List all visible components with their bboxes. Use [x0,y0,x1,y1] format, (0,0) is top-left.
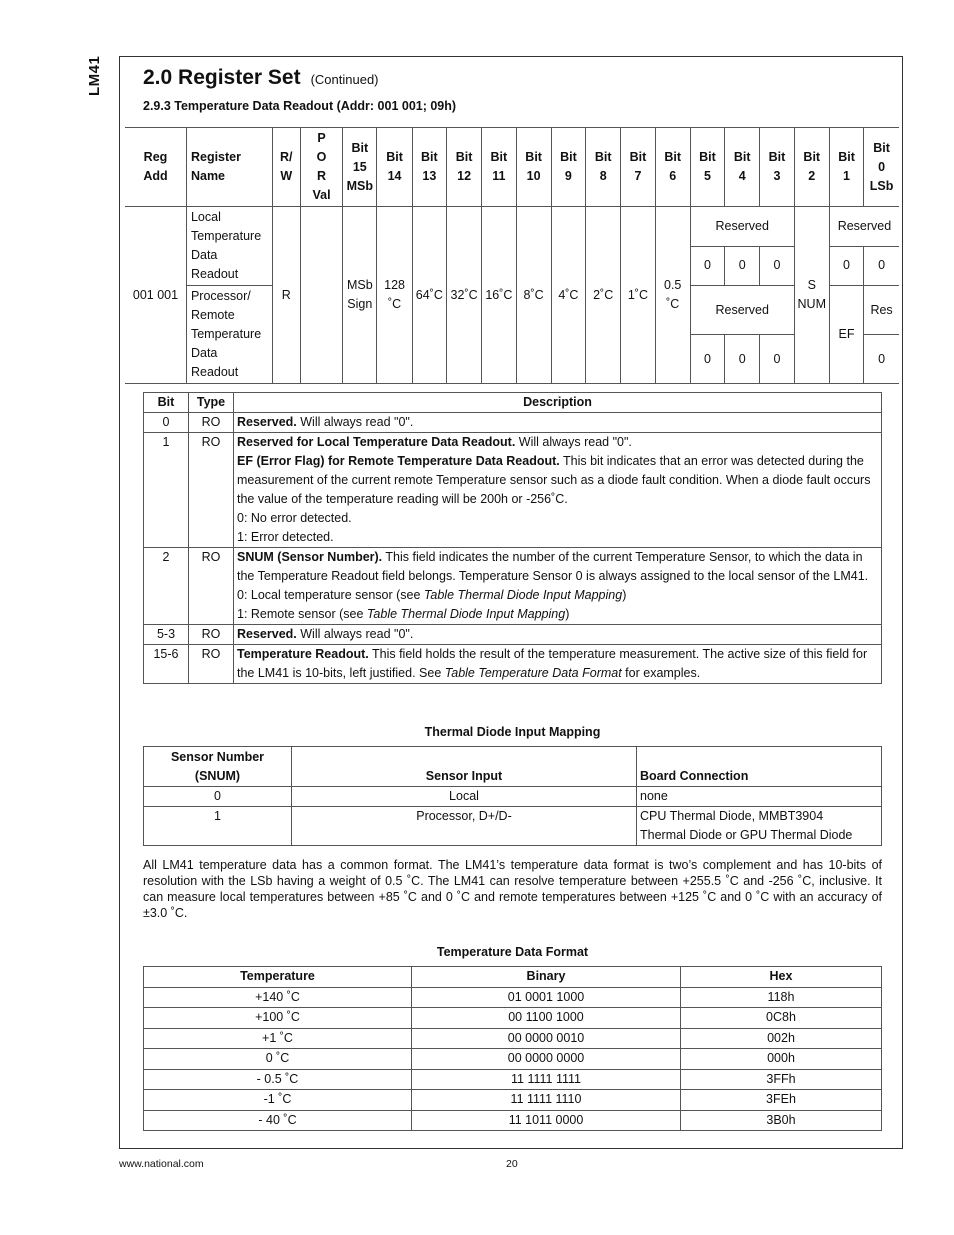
mapping-caption: Thermal Diode Input Mapping [424,725,601,739]
format-hex: 118h [681,987,882,1008]
desc-type: RO [189,625,234,645]
desc-bit: 1 [144,433,189,548]
bit-13-cell: 64˚C [412,207,446,384]
mapping-snum: 0 [144,787,292,807]
format-binary: 11 1111 1110 [412,1090,681,1111]
header-bit-6: Bit 6 [655,128,690,207]
header-bit-12: Bit 12 [446,128,481,207]
register-name-local: Local Temperature Data Readout [186,207,272,286]
section-title: 2.9.3 Temperature Data Readout (Addr: 001 001; 09h) [143,99,457,113]
bit-12-cell: 32˚C [446,207,481,384]
bit-8-cell: 2˚C [586,207,621,384]
format-hex: 3FFh [681,1069,882,1090]
header-register-name: Register Name [186,128,272,207]
header-bit-13: Bit 13 [412,128,446,207]
format-header-hex: Hex [681,967,882,988]
desc-text: Reserved for Local Temperature Data Readout. Will always read "0". EF (Error Flag) for Remote Temperature Data Readout. This bit indicates that an error was detected during the measurement of the current remote Temperature sensor such as a diode fault condition. When a diode fault occurs the value of the temperature reading will be 200h or -256˚C. 0: No error detected. 1: Error detected. [234,433,882,548]
header-reg-add: Reg Add [125,128,186,207]
temperature-format-table [143,966,882,1131]
footer-website: www.national.com [119,1158,204,1170]
table-row [144,787,882,807]
bit-5-remote-value: 0 [690,335,724,384]
page-number: 20 [506,1158,518,1170]
mapping-header-row [144,747,882,787]
header-bit-15: Bit 15 MSb [343,128,377,207]
table-row [144,548,882,625]
mapping-header-input: Sensor Input [292,747,637,787]
format-temp: +100 ˚C [144,1008,412,1029]
header-bit-5: Bit 5 [690,128,724,207]
header-rw: R/ W [272,128,300,207]
bit-7-cell: 1˚C [621,207,655,384]
reserved-bits-1-0-local: Reserved [829,207,899,247]
desc-bit: 5-3 [144,625,189,645]
format-header-temperature: Temperature [144,967,412,988]
page-title: 2.0 Register Set [143,66,301,89]
desc-text: Temperature Readout. This field holds the result of the temperature measurement. The active size of this field for the LM41 is 10-bits, left justified. See Table Temperature Data Format for examples. [234,645,882,684]
header-bit-3: Bit 3 [760,128,794,207]
bit-1-local-value: 0 [829,246,863,286]
desc-text: Reserved. Will always read "0". [234,625,882,645]
format-binary: 00 0000 0000 [412,1049,681,1070]
header-bit-9: Bit 9 [551,128,585,207]
header-bit-7: Bit 7 [621,128,655,207]
mapping-input: Local [292,787,637,807]
bit-11-cell: 16˚C [482,207,516,384]
format-header-row [144,967,882,988]
format-binary: 11 1011 0000 [412,1110,681,1131]
bit-15-cell: MSb Sign [343,207,377,384]
desc-bit: 0 [144,413,189,433]
table-row [144,433,882,548]
format-hex: 3FEh [681,1090,882,1111]
bit-10-cell: 8˚C [516,207,551,384]
table-row [144,413,882,433]
desc-type: RO [189,413,234,433]
bit-5-local-value: 0 [690,246,724,286]
register-name-remote: Processor/ Remote Temperature Data Readout [186,286,272,384]
table-row [144,1069,882,1090]
bit-14-cell: 128 ˚C [377,207,412,384]
bit-9-cell: 4˚C [551,207,585,384]
header-bit-4: Bit 4 [725,128,760,207]
header-bit-2: Bit 2 [794,128,829,207]
mapping-header-snum: Sensor Number (SNUM) [144,747,292,787]
thermal-diode-mapping-table [143,746,882,846]
table-row [144,987,882,1008]
snum-cell: S NUM [794,207,829,384]
header-bit-10: Bit 10 [516,128,551,207]
table-row [144,1049,882,1070]
bit-description-table [143,392,882,684]
bit-0-remote-value: 0 [864,335,899,384]
desc-header-row [144,393,882,413]
bit-4-remote-value: 0 [725,335,760,384]
header-bit-0: Bit 0 LSb [864,128,899,207]
mapping-board: CPU Thermal Diode, MMBT3904 Thermal Diode or GPU Thermal Diode [637,807,882,846]
reg-add-cell: 001 001 [125,207,186,384]
bit-0-local-value: 0 [864,246,899,286]
format-temp: +1 ˚C [144,1028,412,1049]
desc-text: SNUM (Sensor Number). This field indicates the number of the current Temperature Sensor, to which the data in the Temperature Readout field belongs. Temperature Sensor 0 is always assigned to the local sensor of the LM41. 0: Local temperature sensor (see Table Thermal Diode Input Mapping) 1: Remote sensor (see Table Thermal Diode Input Mapping) [234,548,882,625]
desc-bit: 2 [144,548,189,625]
desc-type: RO [189,548,234,625]
format-temp: -1 ˚C [144,1090,412,1111]
header-bit-14: Bit 14 [377,128,412,207]
format-temp: - 0.5 ˚C [144,1069,412,1090]
table-row [144,1110,882,1131]
bit-6-cell: 0.5 ˚C [655,207,690,384]
header-bit-8: Bit 8 [586,128,621,207]
desc-header-bit: Bit [144,393,189,413]
bit-3-local-value: 0 [760,246,794,286]
mapping-header-board: Board Connection [637,747,882,787]
desc-text: Reserved. Will always read "0". [234,413,882,433]
page-header [143,66,379,90]
format-caption: Temperature Data Format [436,945,589,959]
table-row [144,625,882,645]
ef-cell: EF [829,286,863,384]
format-binary: 00 0000 0010 [412,1028,681,1049]
desc-header-description: Description [234,393,882,413]
format-hex: 000h [681,1049,882,1070]
desc-bit: 15-6 [144,645,189,684]
format-temp: +140 ˚C [144,987,412,1008]
rw-cell: R [272,207,300,384]
format-header-binary: Binary [412,967,681,988]
side-part-number: LM41 [86,55,103,96]
table-row [144,645,882,684]
format-hex: 3B0h [681,1110,882,1131]
continued-label: (Continued) [310,72,379,87]
table-row [144,1090,882,1111]
desc-type: RO [189,645,234,684]
format-hex: 002h [681,1028,882,1049]
desc-type: RO [189,433,234,548]
header-bit-11: Bit 11 [482,128,516,207]
register-table [125,127,899,384]
bit-3-remote-value: 0 [760,335,794,384]
format-temp: - 40 ˚C [144,1110,412,1131]
res-cell: Res [864,286,899,335]
table-row [144,1008,882,1029]
format-temp: 0 ˚C [144,1049,412,1070]
format-binary: 11 1111 1111 [412,1069,681,1090]
register-header-row [125,128,899,207]
format-binary: 01 0001 1000 [412,987,681,1008]
header-por-val: P O R Val [300,128,342,207]
reserved-bits-5-3-local: Reserved [690,207,794,247]
bit-4-local-value: 0 [725,246,760,286]
table-row [144,807,882,846]
mapping-snum: 1 [144,807,292,846]
reserved-bits-5-3-remote: Reserved [690,286,794,335]
mapping-input: Processor, D+/D- [292,807,637,846]
table-row [144,1028,882,1049]
format-hex: 0C8h [681,1008,882,1029]
format-binary: 00 1100 1000 [412,1008,681,1029]
mapping-board: none [637,787,882,807]
format-paragraph: All LM41 temperature data has a common format. The LM41’s temperature data format is two’s complement and has 10-bits of resolution with the LSb having a weight of 0.5 ˚C. The LM41 can resolve temperature between +255.5 ˚C and -256 ˚C, inclusive. It can measure local temperatures between +85 ˚C and 0 ˚C and remote temperatures between +125 ˚C and 0 ˚C with an accuracy of ±3.0 ˚C. [143,858,882,920]
por-val-cell [300,207,342,384]
desc-header-type: Type [189,393,234,413]
header-bit-1: Bit 1 [829,128,863,207]
